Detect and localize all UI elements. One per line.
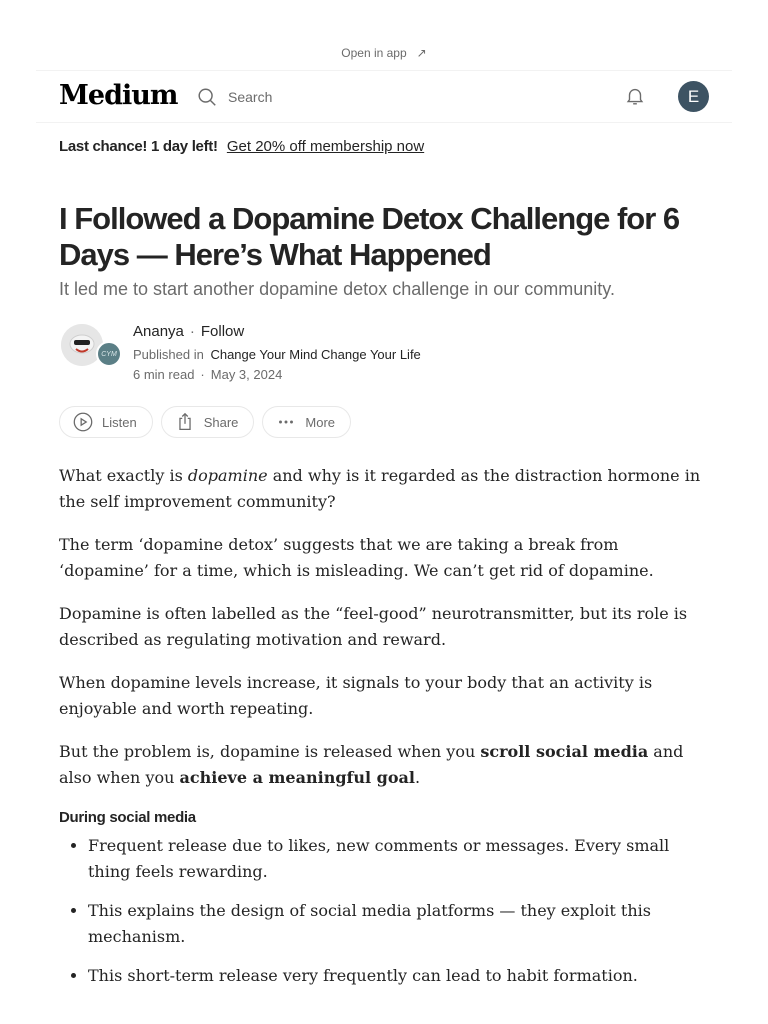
play-icon [72, 411, 94, 433]
bullet-list [59, 833, 709, 989]
paragraph-text: . [414, 767, 421, 787]
emphasis-text: dopamine [187, 466, 268, 485]
author-line [133, 323, 244, 340]
list-item: • This explains the design of social media platforms — they exploit this mechanism. [88, 898, 709, 949]
user-avatar[interactable]: E [678, 81, 709, 112]
share-button[interactable] [161, 406, 255, 438]
publication-link[interactable]: Change Your Mind Change Your Life [210, 347, 421, 362]
medium-logo[interactable]: Medium [59, 80, 178, 111]
more-button[interactable] [262, 406, 351, 438]
paragraph [59, 739, 709, 790]
publication-avatar[interactable]: CYM [96, 341, 122, 367]
paragraph: When dopamine levels increase, it signals to your body that an activity is enjoyable and worth repeating. [59, 673, 653, 718]
follow-link[interactable]: Follow [200, 323, 245, 340]
bold-text: achieve a meaningful goal [179, 767, 415, 787]
notifications-bell-icon[interactable] [624, 85, 646, 107]
listen-label: Listen [102, 414, 137, 430]
list-item: • This short-term release very frequently can lead to habit formation. [88, 963, 709, 989]
section-heading: During social media [59, 809, 196, 826]
read-info [133, 367, 282, 382]
open-in-app-link[interactable]: Open in app [341, 46, 407, 60]
article-actions [59, 406, 351, 440]
membership-promo [59, 138, 424, 155]
read-time: 6 min read [133, 367, 195, 382]
paragraph-text: and why is it regarded as the distraction hormone in the self improvement community? [59, 466, 701, 511]
list-item: • Frequent release due to likes, new comments or messages. Every small thing feels rewarding. [88, 833, 709, 884]
more-label: More [305, 414, 336, 430]
article-body [59, 463, 709, 1003]
bold-text: scroll social media [480, 742, 649, 761]
author-name[interactable]: Ananya [133, 323, 184, 340]
paragraph: The term ‘dopamine detox’ suggests that we are taking a break from ‘dopamine’ for a time, which is misleading. We can’t get rid of dopamine. [59, 535, 654, 580]
publication-line [133, 347, 421, 362]
listen-button[interactable] [59, 406, 153, 438]
top-navigation [36, 71, 732, 123]
paragraph [59, 463, 709, 514]
paragraph-text: But the problem is, dopamine is released when you [59, 742, 481, 761]
paragraph-text: and also when you [59, 742, 684, 787]
search-icon[interactable] [196, 86, 218, 108]
open-in-app-banner[interactable] [36, 36, 732, 71]
paragraph-text: What exactly is [59, 466, 188, 485]
article-subtitle: It led me to start another dopamine detox challenge in our community. [59, 279, 615, 299]
separator-dot: · [200, 367, 205, 382]
arrow-up-right-icon: ↗ [416, 46, 427, 60]
separator-dot: · [189, 323, 195, 340]
paragraph: Dopamine is often labelled as the “feel-good” neurotransmitter, but its role is described as regulating motivation and reward. [59, 604, 688, 649]
more-dots-icon [275, 411, 297, 433]
article-title: I Followed a Dopamine Detox Challenge for 6 Days — Here’s What Happened [59, 201, 680, 272]
membership-offer-link[interactable]: Get 20% off membership now [226, 138, 425, 155]
publish-date: May 3, 2024 [210, 367, 283, 382]
published-in-label: Published in [133, 347, 204, 362]
promo-text: Last chance! 1 day left! [59, 138, 218, 155]
share-label: Share [203, 414, 239, 430]
share-icon [174, 411, 196, 433]
search-input[interactable] [226, 85, 430, 109]
